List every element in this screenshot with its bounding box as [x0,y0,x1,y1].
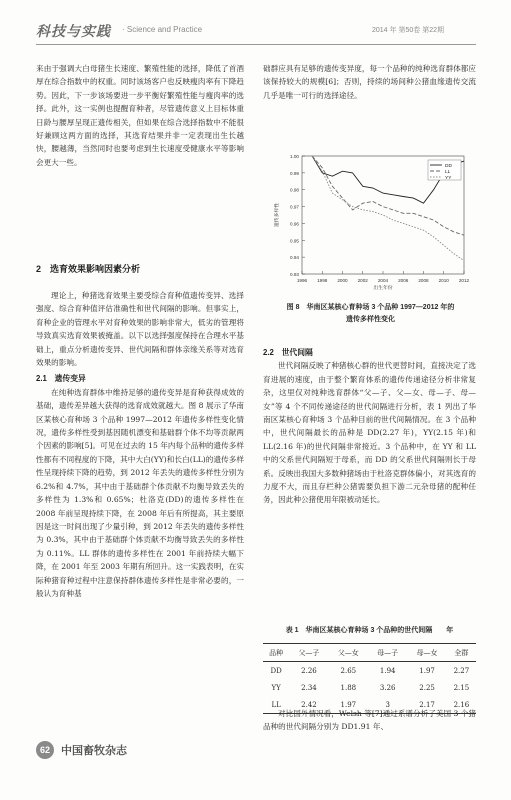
journal-subtitle: · Science and Practice [122,25,203,34]
genetic-diversity-chart [268,150,473,290]
y-tick-label: 1.00 [290,154,299,159]
table-cell: 2.15 [453,683,470,692]
table-cell: 1.97 [340,700,357,709]
table-cell: 1.97 [419,666,435,675]
paragraph-continued: 来由于强调大白母猪生长速度、繁殖性能的选择，降低了首酒厚在综合指数中的权重。同时该场客户也反映瘦肉率有下降趋势。因此，下一步该场要进一步平衡好繁殖性能与瘦肉率的选择。此外，这一实例也提醒育种者，尽管遗传意义上目标体重日龄与腰厚呈现正遗传相关，但如果在综合选择指数中不能很好兼顾这两方面的选择，其选育结果并非一定表现出生长越快，腰越薄，当然同时也要考虑到生长速度受健康水平等影响会更大一些。 [36,64,244,167]
x-tick-label: 2010 [438,278,449,283]
x-tick-label: 2000 [337,278,348,283]
subsection-title-generation-interval: 2.2 世代间隔 [263,348,313,357]
paragraph-comparison: 对比国外情况看，Welsh 等[7]通过系谱分析了美国 3 个猪品种的世代间隔分别为 DD1.91 年、 [263,709,476,732]
right-column-bottom [263,707,476,734]
table-cell: 2.17 [419,700,435,709]
x-tick-label: 2002 [357,278,368,283]
table-header-cell: 全群 [454,648,469,657]
x-axis-label: 出生年份 [373,286,393,290]
right-column-body [263,346,476,507]
table-header-cell: 母—女 [416,648,438,657]
table-header-row [263,644,476,662]
y-tick-label: 0.95 [290,238,299,244]
table-cell: 2.27 [453,666,470,675]
figure-caption-line2: 遗传多样性变化 [346,316,395,323]
table-header-cell: 母—子 [377,648,399,657]
table-cell: LL [271,700,281,709]
table-cell: 2.25 [419,683,435,692]
x-tick-label: 2008 [418,278,429,283]
paragraph-genetic-variation: 在纯种选育群体中维持足够的遗传变异是育种获得成效的基础，遗传差异越大获得的选育成效就越大。图 8 展示了华南区某核心育种场 3 个品种 1997—2012 年遗传多样性变化情况，遗传多样性受到基因随机漂变和基础群个体不均等贡献两个因素的影响[5]。可见在过去的 15 年内每个品种的遗传多样性都有不同程度的下降，其中大白(YY)和长白(LL)的遗传多样性呈现持续下降的趋势，到 2012 年丢失的遗传多样性分别为 6.2%和 4.7%，其中由于基础群个体贡献不均衡导致丢失的多样性为 1.3%和 0.65%；杜洛克(DD)的遗传多样性在 2008 年前呈现持续下降，在 2008 年后有所提高，其主要原因是这一时间出现了少量引种，到 2012 年丢失的遗传多样性为 0.3%，其中由于基础群个体贡献不均衡导致丢失的多样性为 0.11%。LL 群体的遗传多样性在 2001 年前持续大幅下降，在 2001 年至 2003 年期有所回升。这一实践表明，在实际种猪育种过程中注意保持群体遗传多样性是非常必要的，一般认为育种基 [36,387,244,598]
legend-label-yy: YY [445,175,452,181]
table-cell: YY [271,683,281,692]
subsection-title-genetic-variation: 2.1 遗传变异 [36,374,86,384]
figure-caption [268,302,473,326]
y-tick-label: 0.93 [290,272,299,277]
y-tick-label: 0.94 [290,255,299,261]
table-header-cell: 父—女 [337,648,359,657]
y-tick-label: 0.98 [290,187,299,193]
y-tick-label: 0.99 [290,170,299,176]
table-cell: 2.34 [301,683,317,692]
y-tick-label: 0.96 [290,221,299,227]
table-row [263,662,476,680]
figure-caption-line1: 图 8 华南区某核心育种场 3 个品种 1997—2012 年的 [286,304,455,311]
y-axis-label: 遗传多样性 [275,203,280,227]
table-cell: 2.16 [453,700,470,709]
y-tick-label: 0.97 [290,204,299,210]
page-number: 62 [36,741,54,759]
publication-name: 中国畜牧杂志 [61,744,127,757]
x-tick-label: 1998 [317,278,328,283]
x-tick-label: 2012 [458,278,470,283]
table-cell: 2.26 [301,666,317,675]
journal-logo: 科技与实践 [36,23,111,39]
header-rule [36,44,476,45]
table-cell: 2.65 [340,666,357,675]
table-cell: 3.26 [379,683,396,692]
issue-info: 2014 年 第50卷 第22期 [372,27,444,34]
legend-label-ll: LL [445,169,451,175]
legend-label-dd: DD [445,163,452,169]
x-tick-label: 2006 [398,278,409,283]
table-header-cell: 品种 [269,648,284,657]
paragraph-continued-right: 础群应具有足够的遗传变异度，每一个品种的纯种选育群体都应该保持较大的规模[6]；否则，持续的场间种公猪血缘遗传交流几乎是唯一可行的选择途径。 [263,64,476,100]
table-row [263,679,476,696]
page-header [0,0,511,52]
page-footer [36,741,136,761]
paragraph-factors: 理论上，种猪选育效果主要受综合育种值遗传变异、选择强度、综合育种值评估准确性和世代间隔的影响。但事实上，育种企业的管理水平对育种效果的影响非常大，低劣的管理将导致真实选育效果被掩盖。以下以选择强度保持在合理水平基础上，重点分析遗传变异、世代间隔和群体亲缘关系等对选育效果的影响。 [36,291,244,368]
table-cell: 2.42 [301,700,317,709]
x-tick-label: 2004 [377,278,389,283]
section-title: 2 选育效果影响因素分析 [36,264,141,274]
table-caption: 表 1 华南区某核心育种场 3 个品种的世代间隔 年 [285,627,454,634]
x-tick-label: 1996 [296,278,308,283]
table-cell: 3 [385,700,390,709]
table-cell: 1.88 [340,683,357,692]
table-cell: DD [270,666,282,675]
left-column-section [36,263,244,276]
paragraph-generation-interval: 世代间隔反映了种猪核心群的世代更替时间，直接决定了选育进展的速度，由于整个繁育体系的遗传传递途径分析非常复杂，这里仅对纯种选育群体“父—子、父—女、母—子、母—女”等 4 个不同传递途径的世代间隔进行分析，表 1 列出了华南区某核心育种场 3 个品种目前的世代间隔情况。在 3 个品种中，世代间隔最长的品种是 DD(2.27 年)，YY(2.15 年)和 LL(2.16 年)的世代间隔非常接近。3 个品种中，在 YY 和 LL 中的父系世代间隔短于母系，而 DD 的父系世代间隔则长于母系。反映出我国大多数种猪场由于杜洛克群体偏小，对其选育的力度不大，而且存栏种公猪需要负担下游二元杂母猪的配种任务，因此种公猪使用年限被动延长。 [263,361,476,505]
generation-interval-table [263,643,476,714]
right-column-top [263,62,476,102]
left-column-body [36,289,244,600]
table-cell: 1.94 [379,666,396,675]
left-column-top [36,62,244,169]
table-header-cell: 父—子 [298,648,320,657]
